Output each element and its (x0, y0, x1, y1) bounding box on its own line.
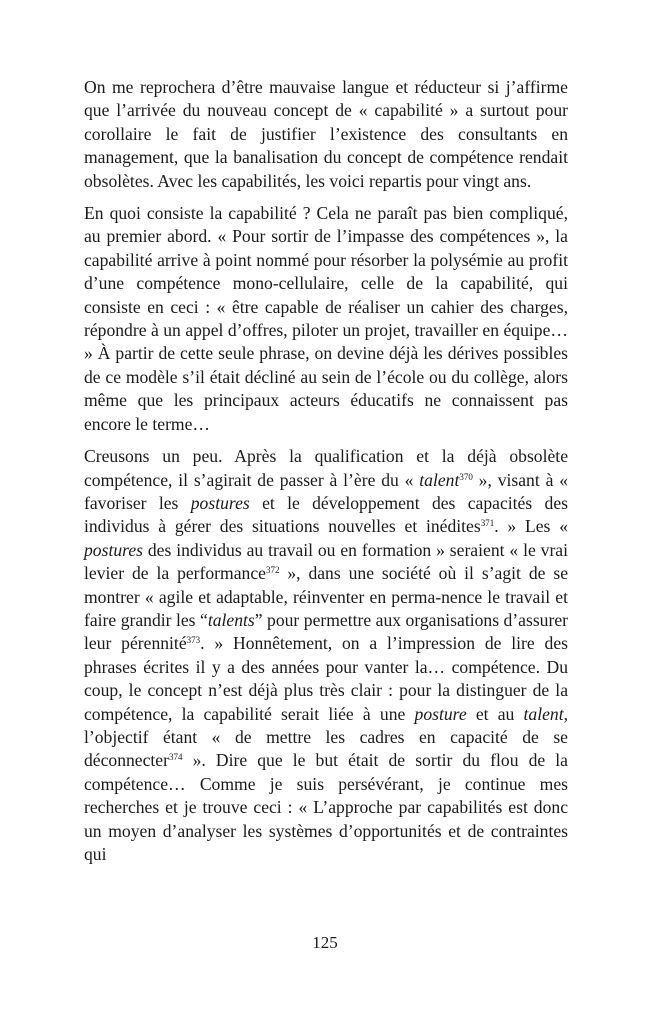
text-run: En quoi consiste la capabilité ? Cela ne paraît pas bien compliqué, au premier abord. « Pour sortir de l’impasse des compétences », la capabilité arrive à point nommé pour résorber la polysémie au profit d’une compétence mono-cellulaire, celle de la capabilité, qui consiste en ceci : « être capable de réaliser un cahier des charges, répondre à un appel d’offres, piloter un projet, travailler en équipe… » À partir de cette seule phrase, on devine déjà les dérives possibles de ce modèle s’il était décliné au sein de l’école ou du collège, alors même que les principaux acteurs éducatifs ne connaissent pas encore le terme… (84, 203, 568, 434)
paragraph (84, 202, 568, 436)
footnote-reference: 372 (265, 565, 280, 576)
italic-text: postures (190, 492, 250, 513)
page-body (84, 76, 568, 875)
italic-text: postures (84, 539, 143, 560)
text-run: On me reprochera d’être mauvaise langue et réducteur si j’affirme que l’arrivée du nouveau concept de « capabilité » a surtout pour corollaire le fait de justifier l’existence des consultants en management, que la banalisation du concept de compétence rendait obsolètes. Avec les capabilités, les voici repartis pour vingt ans. (84, 77, 568, 191)
text-run: Creusons un peu. Après la qualification et la déjà obsolète compétence, il s’agirait de passer à l’ère du « (84, 446, 568, 490)
footnote-reference: 370 (459, 471, 473, 482)
text-run: et au (466, 703, 524, 724)
italic-text: posture (414, 703, 467, 724)
text-run: ” pour permettre aux organisations d’assurer leur pérennité (84, 609, 568, 654)
footnote-reference: 371 (480, 518, 495, 529)
text-run: et le développement des capacités des individus à gérer des situations nouvelles et inédites (84, 492, 568, 537)
paragraph (84, 76, 568, 193)
page-number: 125 (312, 933, 338, 952)
text-run: ». Dire que le but était de sortir du flou de la compétence… Comme je suis persévérant, je continue mes recherches et je trouve ceci : « L’approche par capabilités est donc un moyen d’analyser les systèmes d’opportunités et de contraintes qui (84, 750, 568, 864)
text-run: l’objectif étant « de mettre les cadres en capacité de se déconnecter (84, 726, 568, 771)
italic-text: talent (419, 469, 460, 490)
text-run: », visant à « favoriser les (84, 469, 568, 513)
footnote-reference: 373 (186, 635, 201, 646)
italic-text: talents (207, 609, 255, 630)
paragraph (84, 445, 568, 866)
text-run: des individus au travail ou en formation » seraient « le vrai levier de la performance (84, 539, 568, 584)
footnote-reference: 374 (168, 752, 183, 763)
text-run: », dans une société où il s’agit de se montrer « agile et adaptable, réinventer en perma-nence le travail et faire grandir les “ (84, 563, 568, 630)
text-run: . » Les « (494, 516, 568, 537)
italic-text: talent, (523, 703, 568, 724)
text-run: . » Honnêtement, on a l’impression de lire des phrases écrites il y a des années pour vanter la… compétence. Du coup, le concept n’est déjà plus très clair : pour la distinguer de la compétence, la capabilité serait liée à une (84, 633, 568, 724)
